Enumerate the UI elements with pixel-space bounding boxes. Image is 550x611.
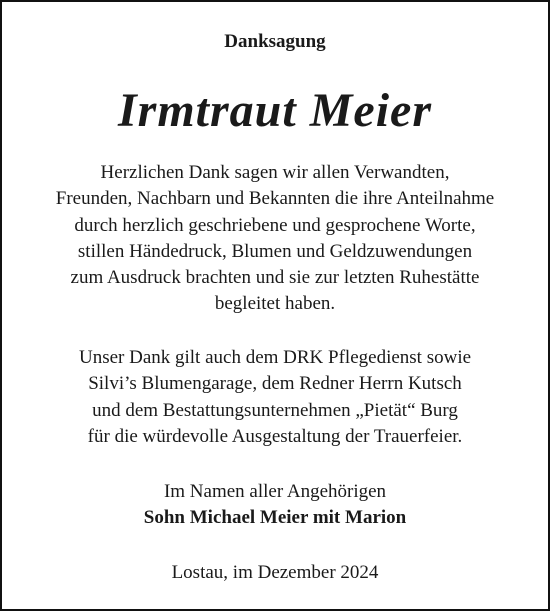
text-line: Freunden, Nachbarn und Bekannten die ihre Anteilnahme xyxy=(55,188,495,210)
signatories: Sohn Michael Meier mit Marion xyxy=(143,507,407,529)
text-line: Unser Dank gilt auch dem DRK Pflegedienst sowie xyxy=(78,347,472,368)
text-line: Silvi’s Blumengarage, dem Redner Herrn Kutsch xyxy=(88,373,462,395)
thanks-paragraph xyxy=(2,160,548,318)
notice-heading: Danksagung xyxy=(224,31,326,52)
text-line: durch herzlich geschriebene und gesprochene Worte, xyxy=(74,214,476,236)
text-line: Herzlichen Dank sagen wir allen Verwandten, xyxy=(100,162,450,183)
acknowledgement-paragraph xyxy=(2,345,548,450)
place-date: Lostau, im Dezember 2024 xyxy=(171,562,379,583)
text-line: zum Ausdruck brachten und sie zur letzten Ruhestätte xyxy=(70,267,480,289)
deceased-name: Irmtraut Meier xyxy=(117,84,433,137)
text-line: begleitet haben. xyxy=(214,293,336,315)
signature-block xyxy=(2,479,548,532)
text-line: für die würdevolle Ausgestaltung der Trauerfeier. xyxy=(87,425,463,447)
text-line: und dem Bestattungsunternehmen „Pietät“ Burg xyxy=(92,399,458,421)
closing-line: Im Namen aller Angehörigen xyxy=(163,481,387,502)
text-line: stillen Händedruck, Blumen und Geldzuwendungen xyxy=(77,240,473,262)
